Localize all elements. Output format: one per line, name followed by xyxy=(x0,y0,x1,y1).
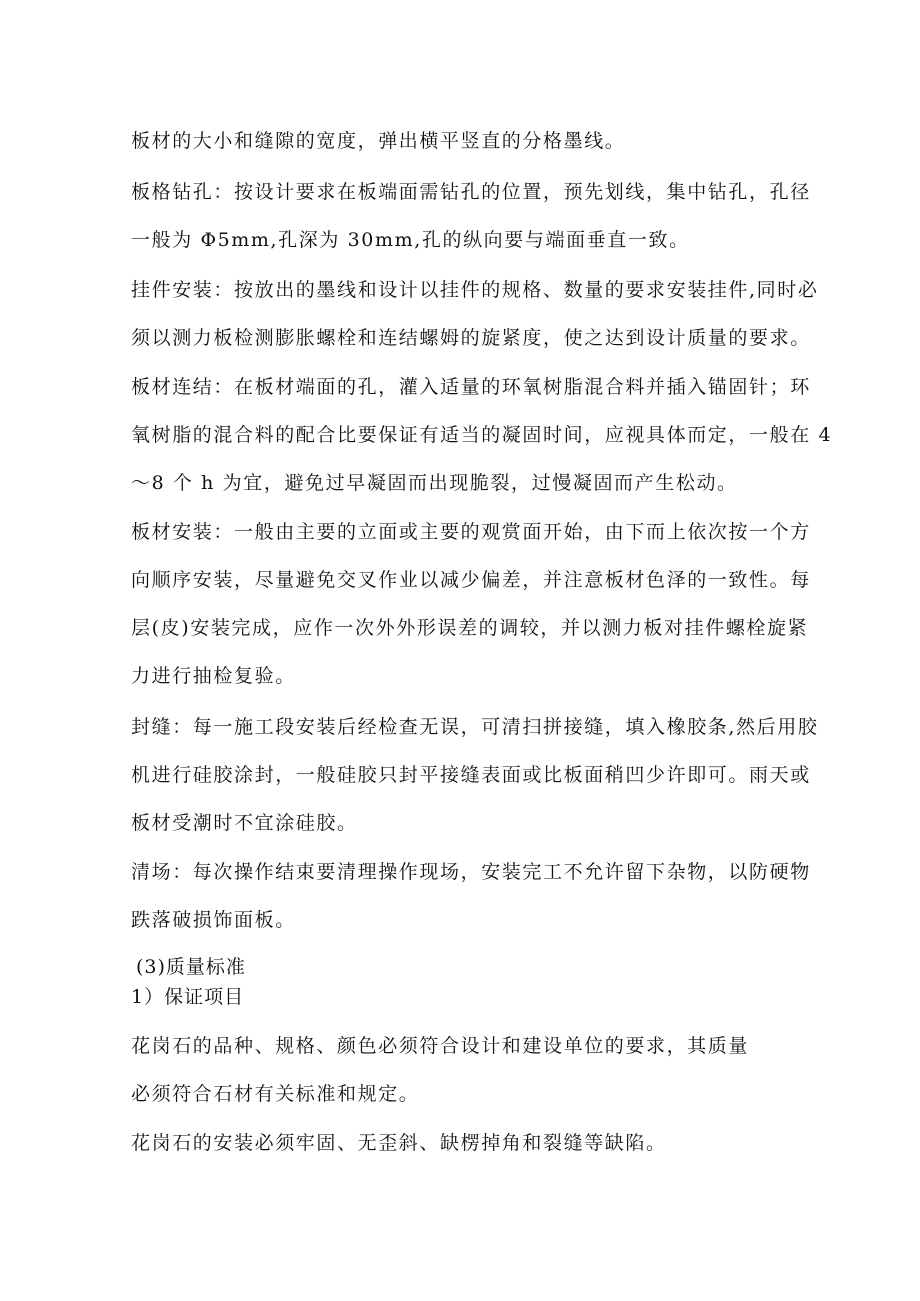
text-line: 清场：每次操作结束要清理操作现场，安装完工不允许留下杂物，以防硬物 xyxy=(131,861,811,883)
text-line: 板材连结：在板材端面的孔，灌入适量的环氧树脂混合料并插入锚固针；环 xyxy=(131,376,811,398)
text-line: 向顺序安装，尽量避免交叉作业以减少偏差，并注意板材色泽的一致性。每 xyxy=(131,569,811,591)
section-heading-quality-standard: (3)质量标准 xyxy=(136,956,246,978)
paragraph-grid-lines xyxy=(131,117,795,165)
paragraph-granite-installation xyxy=(131,1119,795,1167)
text-line: 板格钻孔：按设计要求在板端面需钻孔的位置，预先划线，集中钻孔，孔径 xyxy=(131,181,811,203)
text-line: 氧树脂的混合料的配合比要保证有适当的凝固时间，应视具体而定，一般在 4 xyxy=(131,424,833,446)
text-line: 花岗石的安装必须牢固、无歪斜、缺楞掉角和裂缝等缺陷。 xyxy=(131,1132,667,1154)
text-line: 跌落破损饰面板。 xyxy=(131,909,296,931)
text-line: 板材安装：一般由主要的立面或主要的观赏面开始，由下而上依次按一个方 xyxy=(131,521,811,543)
subheading-guarantee-items: 1）保证项目 xyxy=(131,986,245,1008)
paragraph-panel-connection xyxy=(131,363,833,507)
text-line: 板材受潮时不宜涂硅胶。 xyxy=(131,812,358,834)
text-line: ～8 个 h 为宜，避免过早凝固而出现脆裂，过慢凝固而产生松动。 xyxy=(131,472,738,494)
paragraph-site-cleanup xyxy=(131,848,811,944)
text-line: 层(皮)安装完成，应作一次外外形误差的调较，并以测力板对挂件螺栓旋紧 xyxy=(131,617,809,639)
text-line: 封缝：每一施工段安装后经检查无误，可清扫拼接缝，填入橡胶条,然后用胶 xyxy=(131,716,819,738)
paragraph-drilling xyxy=(131,168,811,264)
paragraph-panel-install xyxy=(131,508,811,700)
paragraph-joint-sealing xyxy=(131,703,819,847)
text-line: 须以测力板检测膨胀螺栓和连结螺姆的旋紧度，使之达到设计质量的要求。 xyxy=(131,327,811,349)
text-line: 必须符合石材有关标准和规定。 xyxy=(131,1083,420,1105)
text-line: 机进行硅胶涂封，一般硅胶只封平接缝表面或比板面稍凹少许即可。雨天或 xyxy=(131,764,811,786)
paragraph-granite-requirements xyxy=(131,1022,751,1118)
paragraph-hanger-install xyxy=(131,266,819,362)
text-line: 力进行抽检复验。 xyxy=(131,665,296,687)
text-line: 挂件安装：按放出的墨线和设计以挂件的规格、数量的要求安装挂件,同时必 xyxy=(131,279,819,301)
text-line: 板材的大小和缝隙的宽度，弹出横平竖直的分格墨线。 xyxy=(131,130,626,152)
text-line: 一般为 Φ5mm,孔深为 30mm,孔的纵向要与端面垂直一致。 xyxy=(131,229,690,251)
text-line: 花岗石的品种、规格、颜色必须符合设计和建设单位的要求，其质量 xyxy=(131,1035,750,1057)
